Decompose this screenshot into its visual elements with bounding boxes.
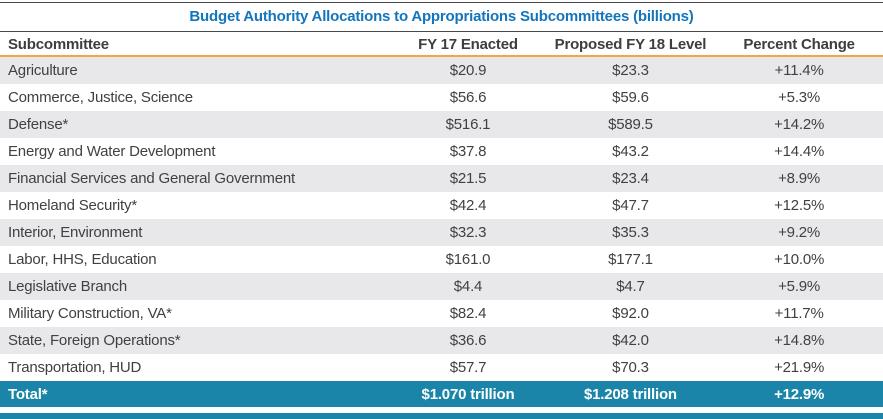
fy17-cell: $56.6 <box>449 89 487 106</box>
percent-change-cell: +11.7% <box>774 305 824 322</box>
fy18-cell: $589.5 <box>608 116 653 133</box>
percent-change-cell: +14.8% <box>774 332 825 349</box>
percent-change-cell: +8.9% <box>778 170 821 187</box>
table-row <box>0 111 883 138</box>
table-row <box>0 165 883 192</box>
table-row <box>0 138 883 165</box>
percent-change-cell: +12.5% <box>774 197 825 214</box>
percent-change-cell: +5.9% <box>778 278 821 295</box>
fy17-cell: $37.8 <box>449 143 487 160</box>
subcommittee-cell: Military Construction, VA* <box>8 305 172 322</box>
fy18-cell: $92.0 <box>612 305 649 322</box>
appropriations-table <box>0 32 883 407</box>
fy18-cell: $43.2 <box>612 143 649 160</box>
fy18-cell: $177.1 <box>608 251 653 268</box>
total-row <box>0 381 883 407</box>
percent-change-cell: +5.3% <box>778 89 821 106</box>
fy17-cell: $4.4 <box>453 278 483 295</box>
table-row <box>0 246 883 273</box>
column-header-percent-change: Percent Change <box>715 32 883 56</box>
table-row <box>0 273 883 300</box>
fy17-cell: $36.6 <box>449 332 487 349</box>
subcommittee-cell: Defense* <box>8 116 69 133</box>
fy17-cell: $20.9 <box>449 62 487 79</box>
fy17-cell: $161.0 <box>445 251 491 268</box>
fy17-cell: $82.4 <box>449 305 487 322</box>
subcommittee-cell: Energy and Water Development <box>8 143 216 160</box>
fy18-cell: $35.3 <box>612 224 649 241</box>
total-fy18-cell: $1.208 trillion <box>546 381 716 407</box>
fy17-cell: $42.4 <box>449 197 487 214</box>
bottom-strip <box>0 413 883 419</box>
column-header-subcommittee: Subcommittee <box>0 32 390 56</box>
percent-change-cell: +14.2% <box>774 116 825 133</box>
percent-change-cell: +10.0% <box>774 251 825 268</box>
table-row <box>0 84 883 111</box>
subcommittee-cell: Transportation, HUD <box>8 359 142 376</box>
fy18-cell: $59.6 <box>612 89 649 106</box>
fy18-cell: $4.7 <box>616 278 645 295</box>
subcommittee-cell: Legislative Branch <box>8 278 127 295</box>
fy18-cell: $23.3 <box>612 62 649 79</box>
table-row <box>0 327 883 354</box>
subcommittee-cell: Financial Services and General Government <box>8 170 295 187</box>
column-header-proposed-fy18: Proposed FY 18 Level <box>546 32 716 56</box>
subcommittee-cell: State, Foreign Operations* <box>8 332 181 349</box>
table-row <box>0 300 883 327</box>
percent-change-cell: +14.4% <box>774 143 825 160</box>
fy18-cell: $23.4 <box>612 170 649 187</box>
fy17-cell: $32.3 <box>449 224 487 241</box>
subcommittee-cell: Agriculture <box>8 62 78 79</box>
table-row <box>0 192 883 219</box>
fy18-cell: $70.3 <box>612 359 649 376</box>
fy17-cell: $516.1 <box>445 116 491 133</box>
subcommittee-cell: Commerce, Justice, Science <box>8 89 193 106</box>
header-row <box>0 32 883 56</box>
table-row <box>0 354 883 381</box>
total-fy17-cell: $1.070 trillion <box>390 381 545 407</box>
table-title: Budget Authority Allocations to Appropriations Subcommittees (billions) <box>0 2 883 32</box>
subcommittee-cell: Homeland Security* <box>8 197 137 214</box>
fy18-cell: $42.0 <box>612 332 649 349</box>
percent-change-cell: +9.2% <box>778 224 821 241</box>
total-label-cell: Total* <box>0 381 390 407</box>
column-header-fy17-enacted: FY 17 Enacted <box>390 32 545 56</box>
fy17-cell: $57.7 <box>449 359 487 376</box>
table-row <box>0 219 883 246</box>
subcommittee-cell: Interior, Environment <box>8 224 143 241</box>
percent-change-cell: +21.9% <box>774 359 825 376</box>
percent-change-cell: +11.4% <box>774 62 824 79</box>
fy17-cell: $21.5 <box>449 170 487 187</box>
table-row <box>0 56 883 84</box>
total-percent-change-cell: +12.9% <box>715 381 883 407</box>
subcommittee-cell: Labor, HHS, Education <box>8 251 157 268</box>
fy18-cell: $47.7 <box>612 197 649 214</box>
